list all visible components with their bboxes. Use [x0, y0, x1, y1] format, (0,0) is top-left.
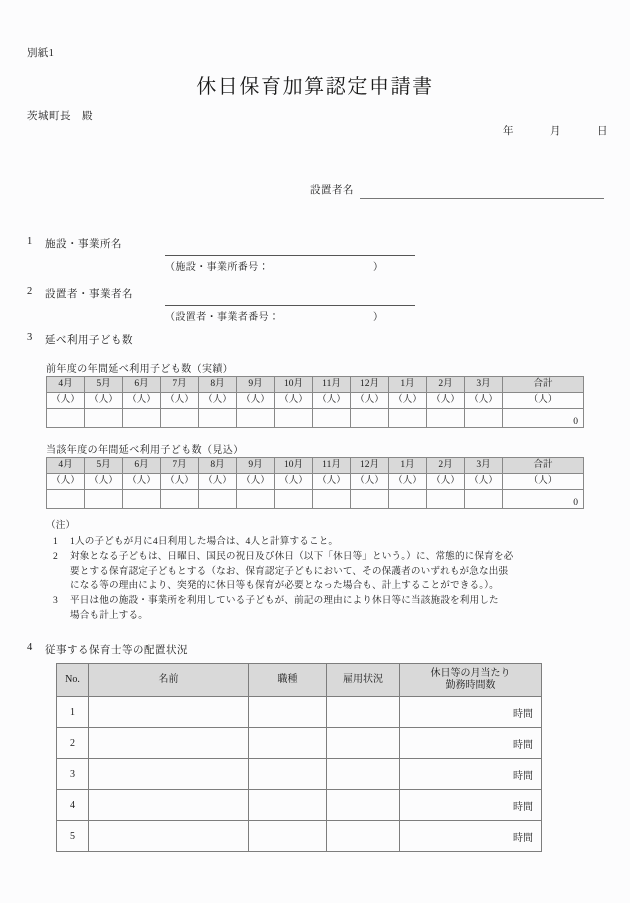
item-number: 2 — [27, 286, 33, 297]
month-unit-cell: （人） — [85, 393, 123, 409]
month-unit-cell: （人） — [427, 474, 465, 490]
month-unit-cell: （人） — [351, 393, 389, 409]
month-header-4: 7月 — [161, 458, 199, 474]
month-value-cell[interactable] — [47, 409, 85, 428]
month-value-cell[interactable] — [123, 490, 161, 509]
note-number: 2 — [53, 550, 58, 562]
staff-row-no: 2 — [57, 728, 89, 759]
month-header-5: 8月 — [199, 458, 237, 474]
staff-employment-input[interactable] — [327, 728, 400, 759]
notes-list — [46, 535, 586, 624]
month-value-cell[interactable] — [161, 490, 199, 509]
addressee: 茨城町長 殿 — [27, 111, 93, 122]
month-value-cell[interactable] — [199, 490, 237, 509]
date-day-label: 日 — [597, 126, 608, 137]
facility-name-input[interactable] — [165, 238, 415, 256]
item-number: 1 — [27, 236, 33, 247]
month-unit-cell: （人） — [351, 474, 389, 490]
installer-name-input[interactable] — [360, 184, 604, 199]
month-unit-cell: （人） — [275, 393, 313, 409]
month-value-cell[interactable] — [85, 490, 123, 509]
facility-number-label: （施設・事業所番号： — [165, 262, 269, 273]
total-value-cell: 0 — [503, 490, 584, 509]
month-header-4: 7月 — [161, 377, 199, 393]
item-label: 延べ利用子ども数 — [45, 335, 133, 346]
staff-col-hours — [400, 664, 542, 697]
facility-number-paren-close: ） — [373, 262, 384, 273]
month-value-cell[interactable] — [427, 409, 465, 428]
month-unit-cell: （人） — [123, 474, 161, 490]
staff-row-no: 5 — [57, 821, 89, 852]
date-year-label: 年 — [503, 126, 514, 137]
month-value-cell[interactable] — [351, 409, 389, 428]
month-header-9: 12月 — [351, 377, 389, 393]
month-value-cell[interactable] — [237, 409, 275, 428]
staff-employment-input[interactable] — [327, 697, 400, 728]
month-value-cell[interactable] — [465, 409, 503, 428]
facility-name-field — [165, 238, 415, 273]
table-row — [57, 728, 542, 759]
staff-employment-input[interactable] — [327, 790, 400, 821]
table-unit-row — [47, 393, 584, 409]
item-facility-name — [27, 236, 122, 251]
month-header-6: 9月 — [237, 458, 275, 474]
operator-number-label: （設置者・事業者番号： — [165, 312, 280, 323]
staff-hours-input[interactable]: 時間 — [400, 697, 542, 728]
notes-heading: （注） — [46, 520, 76, 531]
month-unit-cell: （人） — [237, 393, 275, 409]
month-header-10: 1月 — [389, 458, 427, 474]
staff-col-hours-line1: 休日等の月当たり — [430, 667, 511, 679]
staff-hours-input[interactable]: 時間 — [400, 821, 542, 852]
month-header-10: 1月 — [389, 377, 427, 393]
month-unit-cell: （人） — [465, 474, 503, 490]
table-row — [57, 821, 542, 852]
month-header-8: 11月 — [313, 458, 351, 474]
operator-number-field — [165, 308, 415, 323]
note-line: になる等の理由により、突発的に休日等も保育が必要となった場合も、計上することができる。）。 — [70, 580, 499, 592]
month-header-2: 5月 — [85, 458, 123, 474]
notes-section — [46, 519, 586, 624]
staff-col-no: No. — [57, 664, 89, 697]
note-number: 1 — [53, 535, 58, 547]
total-unit-cell: （人） — [503, 393, 584, 409]
staff-col-name: 名前 — [89, 664, 249, 697]
month-value-cell[interactable] — [313, 490, 351, 509]
item-number: 4 — [27, 642, 33, 653]
month-header-1: 4月 — [47, 377, 85, 393]
month-header-12: 3月 — [465, 458, 503, 474]
current-year-children-table — [46, 457, 584, 509]
table-header-row — [47, 458, 584, 474]
date-month-label: 月 — [550, 126, 561, 137]
note-line: 場合も計上する。 — [70, 610, 148, 622]
month-value-cell[interactable] — [199, 409, 237, 428]
month-unit-cell: （人） — [389, 393, 427, 409]
month-value-cell[interactable] — [237, 490, 275, 509]
note-line: 1人の子どもが月に4日利用した場合は、4人と計算すること。 — [70, 535, 339, 547]
month-header-7: 10月 — [275, 377, 313, 393]
operator-name-input[interactable] — [165, 288, 415, 306]
staff-name-input[interactable] — [89, 821, 249, 852]
month-value-cell[interactable] — [389, 409, 427, 428]
month-value-cell[interactable] — [275, 490, 313, 509]
table-row — [57, 790, 542, 821]
month-header-2: 5月 — [85, 377, 123, 393]
staff-col-hours-line2: 勤務時間数 — [445, 680, 496, 691]
month-unit-cell: （人） — [313, 393, 351, 409]
item-total-children — [27, 332, 133, 347]
month-value-cell[interactable] — [351, 490, 389, 509]
item-staff-placement — [27, 642, 188, 657]
page-title: 休日保育加算認定申請書 — [196, 76, 434, 98]
month-unit-cell: （人） — [47, 474, 85, 490]
current-year-table-caption: 当該年度の年間延べ利用子ども数（見込） — [46, 445, 244, 456]
total-header: 合計 — [503, 458, 584, 474]
staff-job-type-input[interactable] — [249, 821, 327, 852]
note-item — [46, 550, 586, 595]
staff-name-input[interactable] — [89, 790, 249, 821]
month-value-cell[interactable] — [161, 409, 199, 428]
staff-job-type-input[interactable] — [249, 697, 327, 728]
month-header-11: 2月 — [427, 377, 465, 393]
staff-employment-input[interactable] — [327, 759, 400, 790]
table-unit-row — [47, 474, 584, 490]
month-header-8: 11月 — [313, 377, 351, 393]
staff-hours-input[interactable]: 時間 — [400, 728, 542, 759]
month-value-cell[interactable] — [275, 409, 313, 428]
prev-year-children-table — [46, 376, 584, 428]
note-number: 3 — [53, 595, 58, 607]
date-row — [503, 123, 608, 138]
staff-name-input[interactable] — [89, 697, 249, 728]
month-header-9: 12月 — [351, 458, 389, 474]
note-line: 対象となる子どもは、日曜日、国民の祝日及び休日（以下「休日等」という。）に、常態的に保育を必 — [70, 550, 514, 562]
staff-employment-input[interactable] — [327, 821, 400, 852]
operator-name-field — [165, 288, 415, 323]
month-value-cell[interactable] — [389, 490, 427, 509]
month-unit-cell: （人） — [47, 393, 85, 409]
month-unit-cell: （人） — [199, 474, 237, 490]
month-unit-cell: （人） — [465, 393, 503, 409]
table-value-row — [47, 490, 584, 509]
total-value-cell: 0 — [503, 409, 584, 428]
operator-number-paren-close: ） — [373, 312, 384, 323]
note-item — [46, 535, 586, 550]
staff-placement-table — [56, 663, 542, 852]
month-value-cell[interactable] — [313, 409, 351, 428]
month-header-7: 10月 — [275, 458, 313, 474]
month-unit-cell: （人） — [199, 393, 237, 409]
total-unit-cell: （人） — [503, 474, 584, 490]
month-unit-cell: （人） — [275, 474, 313, 490]
month-value-cell[interactable] — [47, 490, 85, 509]
month-value-cell[interactable] — [85, 409, 123, 428]
month-header-12: 3月 — [465, 377, 503, 393]
month-unit-cell: （人） — [313, 474, 351, 490]
facility-number-field — [165, 258, 415, 273]
staff-name-input[interactable] — [89, 759, 249, 790]
table-row — [57, 759, 542, 790]
item-operator-name — [27, 286, 133, 301]
month-value-cell[interactable] — [427, 490, 465, 509]
staff-job-type-input[interactable] — [249, 759, 327, 790]
installer-name-label: 設置者名 — [310, 185, 354, 196]
item-label: 従事する保育士等の配置状況 — [45, 645, 188, 656]
month-value-cell[interactable] — [465, 490, 503, 509]
total-header: 合計 — [503, 377, 584, 393]
staff-name-input[interactable] — [89, 728, 249, 759]
staff-table-header-row — [57, 664, 542, 697]
item-label: 設置者・事業者名 — [45, 289, 133, 300]
month-header-3: 6月 — [123, 458, 161, 474]
staff-col-job-type: 職種 — [249, 664, 327, 697]
staff-row-no: 4 — [57, 790, 89, 821]
staff-hours-input[interactable]: 時間 — [400, 790, 542, 821]
month-header-11: 2月 — [427, 458, 465, 474]
month-unit-cell: （人） — [161, 393, 199, 409]
month-unit-cell: （人） — [123, 393, 161, 409]
table-header-row — [47, 377, 584, 393]
month-unit-cell: （人） — [427, 393, 465, 409]
sheet-label: 別紙1 — [27, 48, 55, 59]
table-value-row — [47, 409, 584, 428]
month-header-1: 4月 — [47, 458, 85, 474]
month-unit-cell: （人） — [161, 474, 199, 490]
month-header-5: 8月 — [199, 377, 237, 393]
prev-year-table-caption: 前年度の年間延べ利用子ども数（実績） — [46, 364, 234, 375]
table-row — [57, 697, 542, 728]
staff-col-employment: 雇用状況 — [327, 664, 400, 697]
month-unit-cell: （人） — [237, 474, 275, 490]
staff-job-type-input[interactable] — [249, 790, 327, 821]
staff-hours-input[interactable]: 時間 — [400, 759, 542, 790]
staff-row-no: 1 — [57, 697, 89, 728]
month-unit-cell: （人） — [389, 474, 427, 490]
note-item — [46, 594, 586, 624]
month-header-6: 9月 — [237, 377, 275, 393]
installer-name-row — [310, 182, 604, 199]
month-unit-cell: （人） — [85, 474, 123, 490]
note-line: 平日は他の施設・事業所を利用している子どもが、前記の理由により休日等に当該施設を利用した — [70, 595, 499, 607]
month-value-cell[interactable] — [123, 409, 161, 428]
note-line: 要とする保育認定子どもとする（なお、保育認定子どもにおいて、その保護者のいずれもが急な出張 — [70, 565, 509, 577]
month-header-3: 6月 — [123, 377, 161, 393]
staff-row-no: 3 — [57, 759, 89, 790]
staff-job-type-input[interactable] — [249, 728, 327, 759]
item-label: 施設・事業所名 — [45, 239, 122, 250]
item-number: 3 — [27, 332, 33, 343]
